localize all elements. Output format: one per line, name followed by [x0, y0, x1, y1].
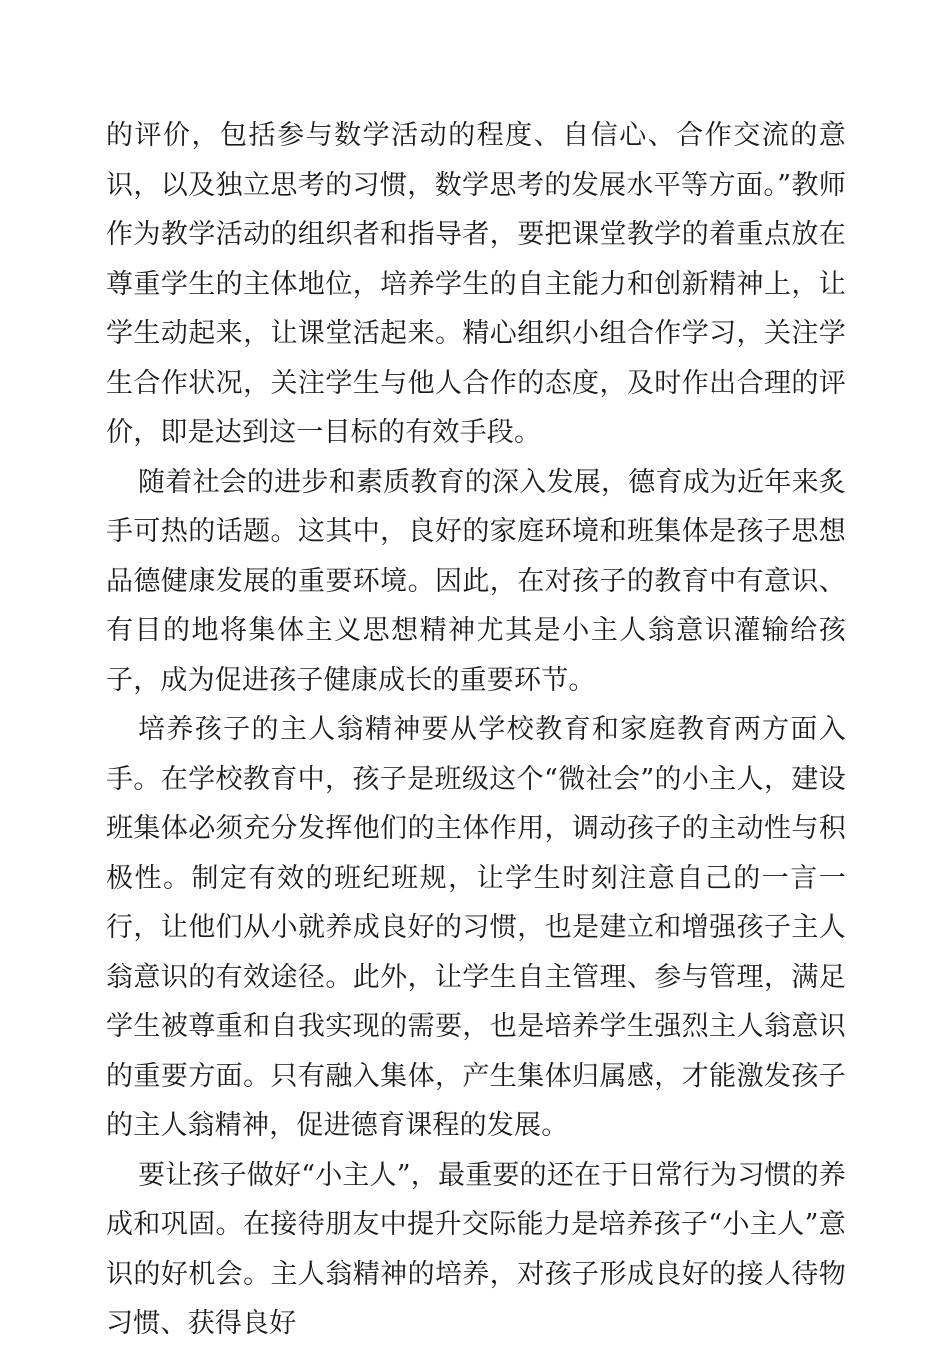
paragraph-1: 的评价，包括参与数学活动的程度、自信心、合作交流的意识，以及独立思考的习惯，数学思考的发展水平等方面。”教师作为教学活动的组织者和指导者，要把课堂教学的着重点放在尊重学生的主体地位，培养学生的自主能力和创新精神上，让学生动起来，让课堂活起来。精心组织小组合作学习，关注学生合作状况，关注学生与他人合作的态度，及时作出合理的评价，即是达到这一目标的有效手段。 [106, 120, 846, 448]
paragraph-3: 培养孩子的主人翁精神要从学校教育和家庭教育两方面入手。在学校教育中，孩子是班级这个“微社会”的小主人，建设班集体必须充分发挥他们的主体作用，调动孩子的主动性与积极性。制定有效的班纪班规，让学生时刻注意自己的一言一行，让他们从小就养成良好的习惯，也是建立和增强孩子主人翁意识的有效途径。此外，让学生自主管理、参与管理，满足学生被尊重和自我实现的需要，也是培养学生强烈主人翁意识的重要方面。只有融入集体，产生集体归属感，才能激发孩子的主人翁精神，促进德育课程的发展。 [106, 714, 846, 1141]
paragraph-4: 要让孩子做好“小主人”，最重要的还在于日常行为习惯的养成和巩固。在接待朋友中提升交际能力是培养孩子“小主人”意识的好机会。主人翁精神的培养，对孩子形成良好的接人待物习惯、获得良好 [106, 1159, 847, 1339]
document-body [106, 111, 846, 1349]
paragraph-2: 随着社会的进步和素质教育的深入发展，德育成为近年来炙手可热的话题。这其中，良好的家庭环境和班集体是孩子思想品德健康发展的重要环境。因此，在对孩子的教育中有意识、有目的地将集体主义思想精神尤其是小主人翁意识灌输给孩子，成为促进孩子健康成长的重要环节。 [106, 466, 846, 696]
